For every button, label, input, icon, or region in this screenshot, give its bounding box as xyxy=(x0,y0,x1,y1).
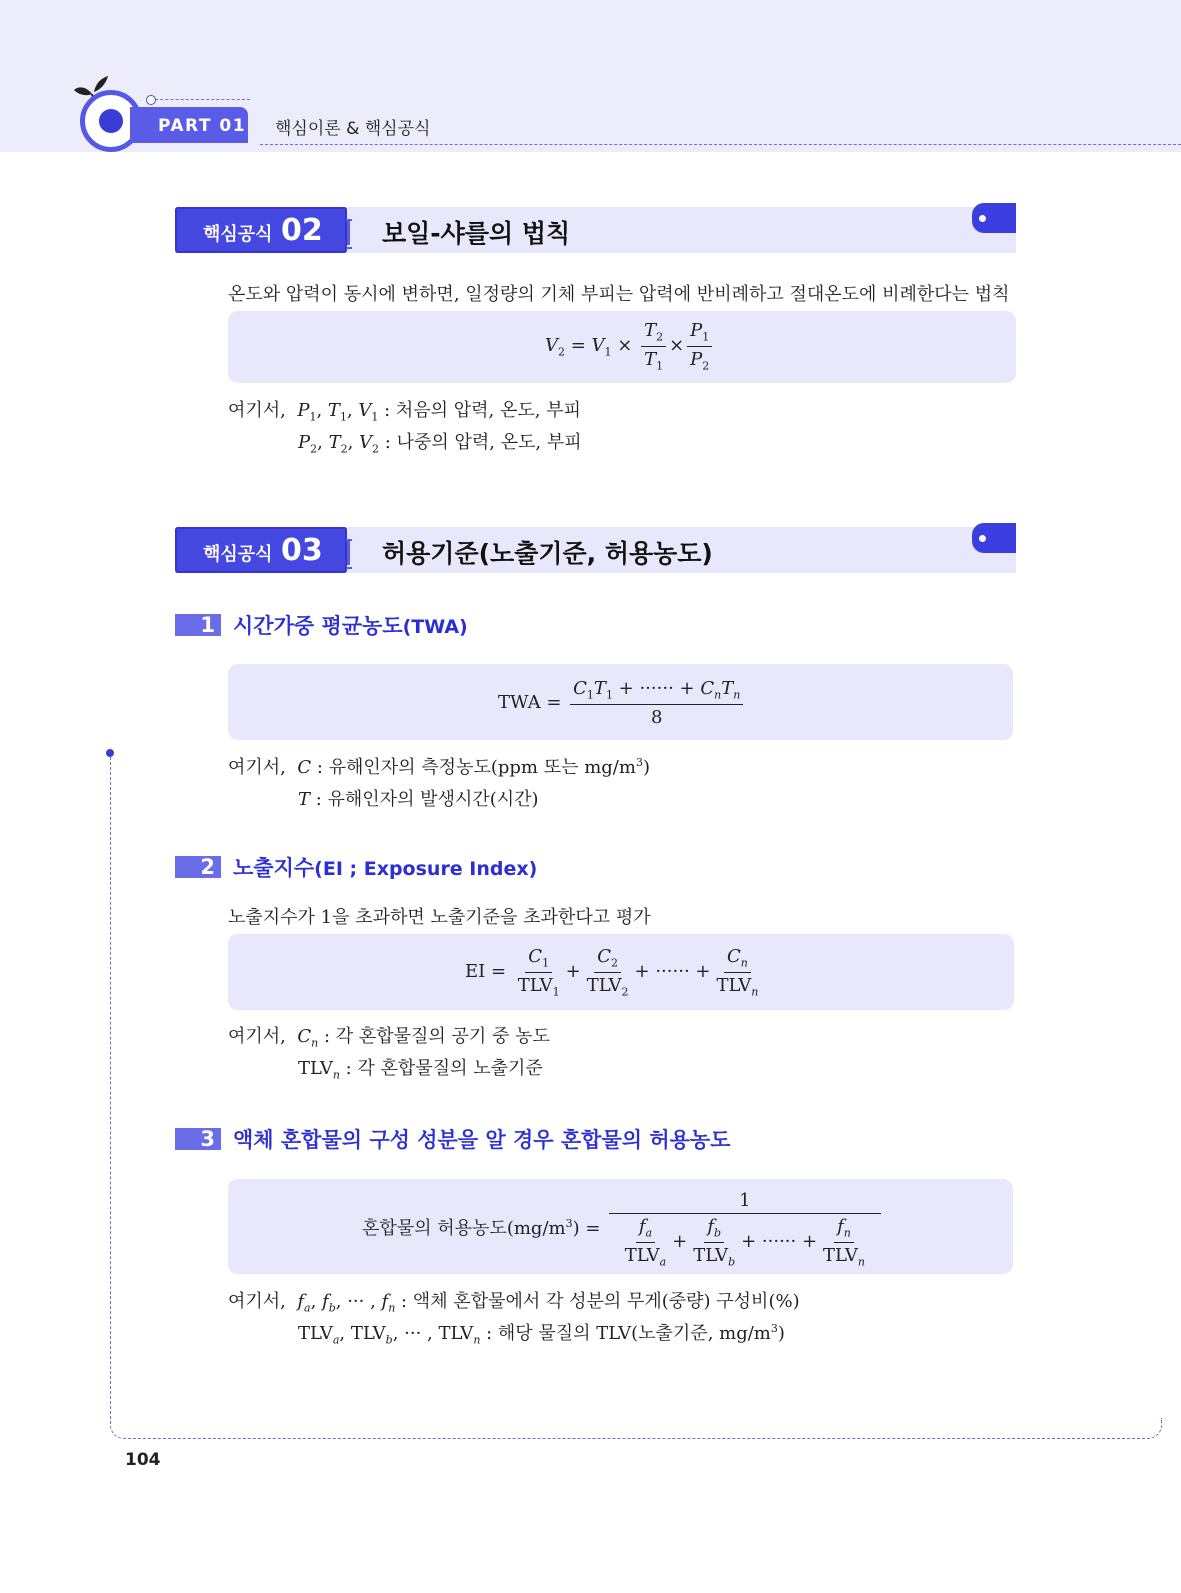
where-line: 여기서, $f_a$, $f_b$, ··· , $f_n$ : 액체 혼합물에서 각 성분의 무게(중량) 구성비(%) xyxy=(228,1291,800,1315)
twa-formula: TWA = $\frac{C_1T_1 + \cdot\cdot\cdot\cdot\cdot\cdot + C_nT_n}{8}$ xyxy=(498,678,746,728)
formula-numerator: 1 xyxy=(609,1190,880,1214)
subsection-title-latin: (EI ; Exposure Index) xyxy=(314,858,538,880)
subsection-title: 액체 혼합물의 구성 성분을 알 경우 혼합물의 허용농도 xyxy=(233,1128,731,1152)
section-tag-label: 핵심공식 xyxy=(203,224,273,245)
where-sup: 3 xyxy=(770,1322,778,1335)
where-text: : 나중의 압력, 온도, 부피 xyxy=(379,432,582,453)
subsection-title xyxy=(233,852,537,882)
subsection-title-text: 노출지수 xyxy=(233,856,315,880)
formula-lhs-end: ) xyxy=(572,1218,580,1240)
page-number: 104 xyxy=(125,1450,161,1470)
section-intro: 온도와 압력이 동시에 변하면, 일정량의 기체 부피는 압력에 반비례하고 절대온도에 비례한다는 법칙 xyxy=(228,284,1010,305)
page-frame-bottom xyxy=(110,1418,1162,1439)
section-title: 허용기준(노출기준, 허용농도) xyxy=(382,539,713,568)
subsection-title xyxy=(233,610,468,640)
where-text: : 액체 혼합물에서 각 성분의 무게(중량) 구성비(%) xyxy=(395,1291,800,1312)
part-tab-pin xyxy=(146,95,156,105)
subsection-intro: 노출지수가 1을 초과하면 노출기준을 초과한다고 평가 xyxy=(228,907,651,928)
where-line: 여기서, $P_1$, $T_1$, $V_1$ : 처음의 압력, 온도, 부피 xyxy=(228,400,581,424)
section-tab-dot xyxy=(979,535,986,542)
section-number: 03 xyxy=(281,533,323,568)
where-line: $TLV_a$, $TLV_b$, ··· , $TLV_n$ : 해당 물질의 TLV(노출기준, $mg/m^3$) xyxy=(298,1322,785,1347)
formula-lhs: EI xyxy=(465,961,486,983)
formula-lhs: 혼합물의 허용농도(mg/m xyxy=(362,1218,566,1240)
part-label: PART 01 xyxy=(130,107,248,143)
subsection-title-text: 시간가중 평균농도 xyxy=(233,614,403,638)
subsection-title-latin: (TWA) xyxy=(402,616,468,638)
chapter-title: 핵심이론 & 핵심공식 xyxy=(275,119,431,139)
where-text: : 유해인자의 발생시간(시간) xyxy=(310,789,539,810)
where-line: 여기서, $C_n$ : 각 혼합물질의 공기 중 농도 xyxy=(228,1026,550,1050)
subsection-number: 2 xyxy=(175,856,221,878)
section-bracket-line xyxy=(347,219,350,245)
formula-lhs-sup: 3 xyxy=(565,1217,573,1231)
section-tag-label: 핵심공식 xyxy=(203,544,273,565)
section-tag xyxy=(175,207,347,253)
subsection-number: 1 xyxy=(175,614,221,636)
where-line: $TLV_n$ : 각 혼합물질의 노출기준 xyxy=(298,1058,543,1082)
where-line: T : 유해인자의 발생시간(시간) xyxy=(298,789,539,810)
where-prefix: 여기서, xyxy=(228,757,286,778)
where-prefix: 여기서, xyxy=(228,400,286,421)
part-tab-line xyxy=(150,99,250,100)
margin-dot xyxy=(106,749,114,757)
section-number: 02 xyxy=(281,213,323,248)
ei-formula: EI = $\frac{C_1}{TLV_1}$ + $\frac{C_2}{TLV_2}$ + ······ + $\frac{C_n}{TLV_n}$ xyxy=(465,946,759,999)
section-tag xyxy=(175,527,347,573)
part-logo-dot xyxy=(99,109,123,133)
header-rule xyxy=(260,144,1181,145)
section-title: 보일-샤를의 법칙 xyxy=(382,219,571,248)
formula-lhs: TWA xyxy=(498,691,541,713)
mixture-formula: 혼합물의 허용농도$(mg/m^3)$ = 1 $\frac{f_a}{TLV_a}$ + $\frac{f_b}{TLV_b}$ + ······ + $\frac{f_n}{TLV_n}$ xyxy=(362,1190,884,1268)
where-line: $P_2$, $T_2$, $V_2$ : 나중의 압력, 온도, 부피 xyxy=(298,432,582,456)
formula-denominator: 8 xyxy=(651,706,663,728)
subsection-number: 3 xyxy=(175,1128,221,1150)
where-text: : 처음의 압력, 온도, 부피 xyxy=(378,400,581,421)
where-prefix: 여기서, xyxy=(228,1291,286,1312)
where-text: : 유해인자의 측정농도(ppm 또는 mg/m xyxy=(311,757,636,778)
where-prefix: 여기서, xyxy=(228,1026,286,1047)
where-end: ) xyxy=(777,1323,785,1344)
where-text: : 각 혼합물질의 공기 중 농도 xyxy=(318,1026,550,1047)
where-line: 여기서, C : 유해인자의 측정농도(ppm 또는 $mg/m^3$) xyxy=(228,756,650,778)
where-text: : 해당 물질의 TLV(노출기준, mg/m xyxy=(480,1323,771,1344)
where-text: : 각 혼합물질의 노출기준 xyxy=(339,1058,543,1079)
section-tab-dot xyxy=(979,215,986,222)
boyle-charles-formula: $V_2 = V_1$ × $\frac{T_2}{T_1}$ × $\frac{P_1}{P_2}$ xyxy=(545,320,715,372)
section-bracket-line xyxy=(347,539,350,565)
margin-line xyxy=(110,757,111,1419)
where-sup: 3 xyxy=(635,756,643,769)
where-end: ) xyxy=(642,757,650,778)
